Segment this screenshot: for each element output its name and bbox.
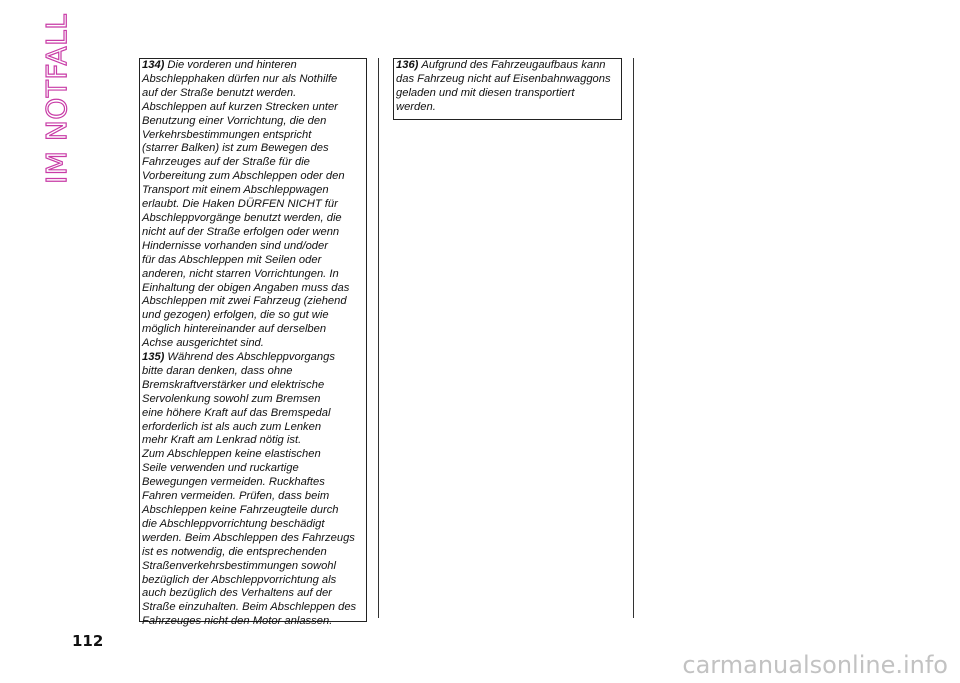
note-line: Bewegungen vermeiden. Ruckhaftes (142, 476, 325, 489)
note-line: werden. (396, 100, 436, 113)
note-134 (140, 59, 366, 351)
note-line: Seile verwenden und ruckartige (142, 462, 299, 475)
note-line: mehr Kraft am Lenkrad nötig ist. (142, 434, 302, 447)
warning-box-right (393, 58, 622, 120)
note-line: Fahrzeuges nicht den Motor anlassen. (142, 615, 333, 628)
note-line: und gezogen) erfolgen, die so gut wie (142, 309, 329, 322)
note-line: geladen und mit diesen transportiert (396, 86, 575, 99)
note-number: 136) (396, 59, 419, 71)
note-line: 134) Die vorderen und hinteren (142, 59, 297, 71)
note-line: eine höhere Kraft auf das Bremspedal (142, 406, 331, 419)
note-line: das Fahrzeug nicht auf Eisenbahnwaggons (396, 72, 611, 85)
note-line: Abschleppen auf kurzen Strecken unter (142, 100, 338, 113)
note-line: Bremskraftverstärker und elektrische (142, 378, 325, 391)
note-line: Fahrzeuges auf der Straße für die (142, 156, 310, 169)
note-line: erforderlich ist als auch zum Lenken (142, 420, 322, 433)
watermark: carmanualsonline.info (682, 651, 948, 679)
note-line: Einhaltung der obigen Angaben muss das (142, 281, 350, 294)
note-line: für das Abschleppen mit Seilen oder (142, 253, 322, 266)
note-line: Hindernisse vorhanden sind und/oder (142, 239, 328, 252)
note-line: (starrer Balken) ist zum Bewegen des (142, 142, 329, 155)
note-line: anderen, nicht starren Vorrichtungen. In (142, 267, 339, 280)
note-line: auch bezüglich des Verhaltens auf der (142, 587, 332, 600)
note-line: 135) Während des Abschleppvorgangs (142, 351, 335, 364)
note-line: 136) Aufgrund des Fahrzeugaufbaus kann (396, 59, 606, 71)
note-number: 134) (142, 59, 165, 71)
note-line: werden. Beim Abschleppen des Fahrzeugs (142, 531, 355, 544)
note-line: nicht auf der Straße erfolgen oder wenn (142, 225, 340, 238)
note-line: Straße einzuhalten. Beim Abschleppen des (142, 601, 357, 614)
note-line: Abschleppen keine Fahrzeugteile durch (142, 504, 339, 516)
note-line: Benutzung einer Vorrichtung, die den (142, 114, 327, 127)
note-line: ist es notwendig, die entsprechenden (142, 545, 327, 558)
note-line: bitte daran denken, dass ohne (142, 364, 293, 377)
note-136 (394, 59, 621, 115)
note-line: Fahren vermeiden. Prüfen, dass beim (142, 490, 330, 503)
note-135 (140, 351, 366, 629)
note-line: auf der Straße benutzt werden. (142, 86, 297, 99)
note-line: erlaubt. Die Haken DÜRFEN NICHT für (142, 198, 338, 211)
note-line: möglich hintereinander auf derselben (142, 323, 327, 336)
note-line: Vorbereitung zum Abschleppen oder den (142, 170, 345, 183)
note-line: Abschleppen mit zwei Fahrzeug (ziehend (142, 295, 347, 308)
note-line: die Abschleppvorrichtung beschädigt (142, 517, 325, 530)
note-line: Transport mit einem Abschleppwagen (142, 184, 329, 197)
note-line: Abschleppvorgänge benutzt werden, die (142, 211, 342, 224)
note-number: 135) (142, 351, 165, 364)
section-title: IM NOTFALL (40, 13, 73, 184)
note-line: Straßenverkehrsbestimmungen sowohl (142, 559, 337, 572)
note-line: Abschlepphaken dürfen nur als Nothilfe (142, 72, 338, 85)
warning-box-left (139, 58, 367, 628)
page-number: 112 (72, 632, 104, 650)
column-divider (378, 58, 379, 618)
note-line: bezüglich der Abschleppvorrichtung als (142, 573, 337, 586)
column-divider (633, 58, 634, 618)
note-line: Verkehrsbestimmungen entspricht (142, 128, 312, 141)
note-line: Zum Abschleppen keine elastischen (142, 448, 321, 461)
note-line: Achse ausgerichtet sind. (142, 337, 264, 350)
note-line: Servolenkung sowohl zum Bremsen (142, 392, 321, 405)
